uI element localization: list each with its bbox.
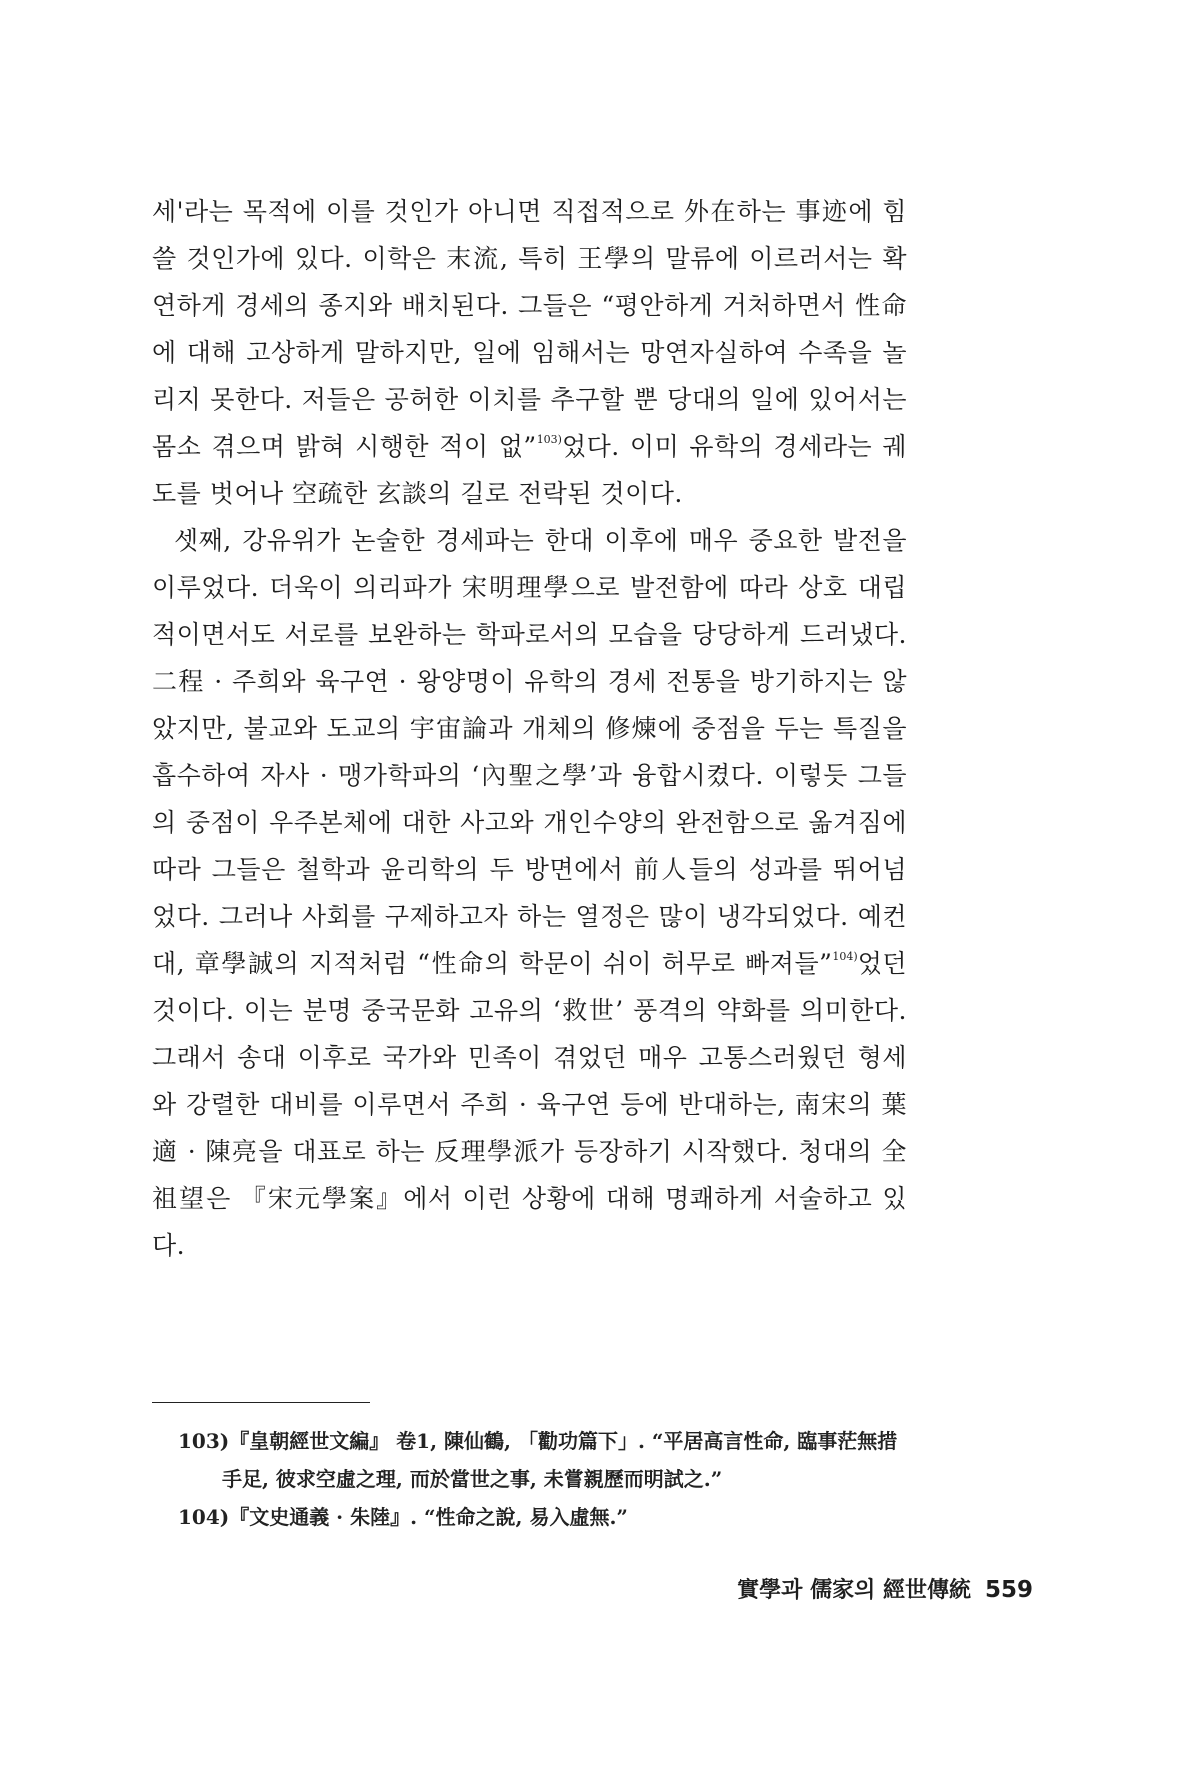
footnote-104 [178,1498,913,1536]
running-footer [737,1573,1033,1604]
paragraph-1 [152,188,907,517]
footnote-103 [178,1422,913,1498]
paragraph-text: 셋째, 강유위가 논술한 경세파는 한대 이후에 매우 중요한 발전을 이루었다. 더욱이 의리파가 宋明理學으로 발전함에 따라 상호 대립적이면서도 서로를 보완하는 학파로서의 모습을 당당하게 드러냈다. 二程 · 주희와 육구연 · 왕양명이 유학의 경세 전통을 방기하지는 않았지만, 불교와 도교의 宇宙論과 개체의 修煉에 중점을 두는 특질을 흡수하여 자사 · 맹가학파의 ‘內聖之學’과 융합시켰다. 이렇듯 그들의 중점이 우주본체에 대한 사고와 개인수양의 완전함으로 옮겨짐에 따라 그들은 철학과 윤리학의 두 방면에서 前人들의 성과를 뛰어넘었다. 그러나 사회를 구제하고자 하는 열정은 많이 냉각되었다. 예컨대, 章學誠의 지적처럼 “性命의 학문이 쉬이 허무로 빠져들” [152,526,907,978]
footnote-number: 104) [178,1505,230,1529]
footnote-ref-103: 103) [536,433,562,446]
paragraph-text-continued: 었다. 이미 유학의 경세라는 궤도를 벗어나 空疏한 玄談의 길로 전락된 것이다. [152,432,907,508]
paragraph-text-continued: 었던 것이다. 이는 분명 중국문화 고유의 ‘救世’ 풍격의 약화를 의미한다. 그래서 송대 이후로 국가와 민족이 겪었던 매우 고통스러웠던 형세와 강렬한 대비를 이루면서 주희 · 육구연 등에 반대하는, 南宋의 葉適 · 陳亮을 대표로 하는 反理學派가 등장하기 시작했다. 청대의 全祖望은 『宋元學案』에서 이런 상황에 대해 명쾌하게 서술하고 있다. [152,949,907,1260]
footnote-divider [152,1402,370,1403]
paragraph-2 [152,517,907,1269]
footnotes [178,1422,913,1536]
footnote-text: 『文史通義 · 朱陸』. “性命之說, 易入虛無.” [229,1505,628,1529]
main-text [152,188,907,1269]
footnote-text: 『皇朝經世文編』 卷1, 陳仙鶴, 「勸功篇下」. “平居高言性命, 臨事茫無措手足, 彼求空虛之理, 而於當世之事, 未嘗親歷而明試之.” [222,1429,898,1491]
footnote-number: 103) [178,1429,230,1453]
footnote-ref-104: 104) [832,950,858,963]
running-title: 實學과 儒家의 經世傳統 [737,1577,971,1603]
paragraph-text: 세'라는 목적에 이를 것인가 아니면 직접적으로 外在하는 事迹에 힘쓸 것인가에 있다. 이학은 末流, 특히 王學의 말류에 이르러서는 확연하게 경세의 종지와 배치된다. 그들은 “평안하게 거처하면서 性命에 대해 고상하게 말하지만, 일에 임해서는 망연자실하여 수족을 놀리지 못한다. 저들은 공허한 이치를 추구할 뿐 당대의 일에 있어서는 몸소 겪으며 밝혀 시행한 적이 없” [152,197,907,461]
page-number: 559 [984,1577,1033,1603]
